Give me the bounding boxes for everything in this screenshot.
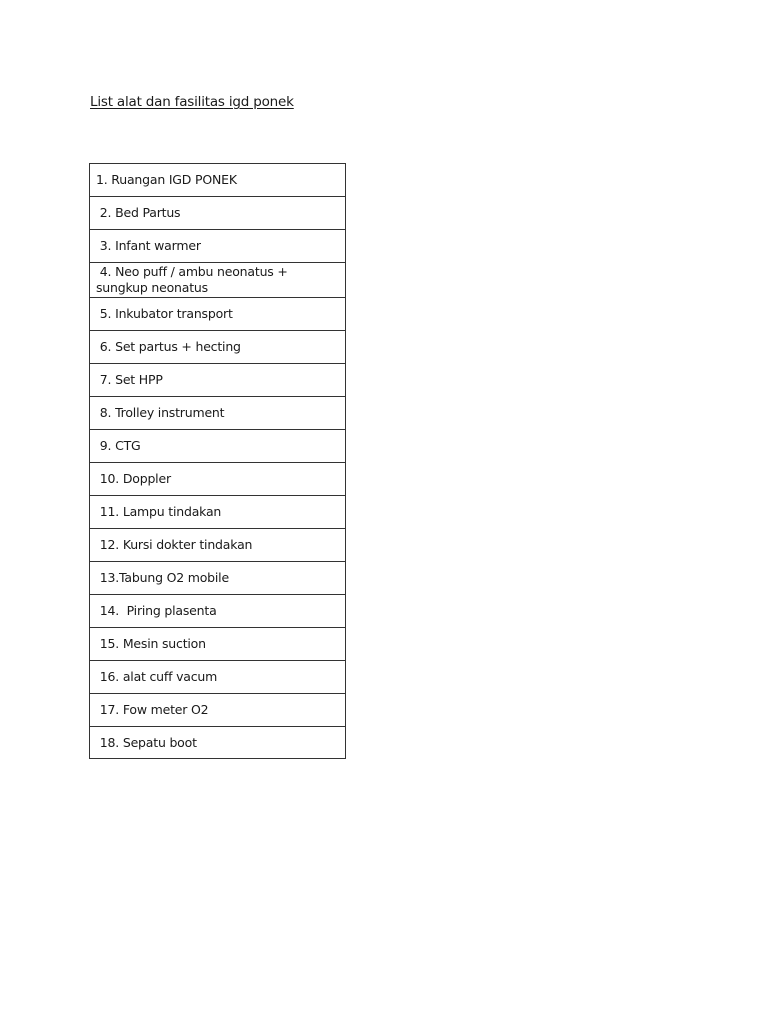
list-item: 1. Ruangan IGD PONEK: [90, 164, 346, 197]
list-item: 11. Lampu tindakan: [90, 496, 346, 529]
list-item: 16. alat cuff vacum: [90, 661, 346, 694]
list-item: 14. Piring plasenta: [90, 595, 346, 628]
list-item: 18. Sepatu boot: [90, 727, 346, 759]
table-row: [90, 463, 346, 496]
list-item: 17. Fow meter O2: [90, 694, 346, 727]
table-row: [90, 595, 346, 628]
list-item: 3. Infant warmer: [90, 230, 346, 263]
table-row: [90, 263, 346, 298]
list-item: 2. Bed Partus: [90, 197, 346, 230]
table-row: [90, 164, 346, 197]
table-row: [90, 230, 346, 263]
equipment-list-table: [89, 163, 346, 759]
list-item: 7. Set HPP: [90, 364, 346, 397]
table-row: [90, 496, 346, 529]
list-item: 9. CTG: [90, 430, 346, 463]
table-row: [90, 331, 346, 364]
list-item: 6. Set partus + hecting: [90, 331, 346, 364]
table-row: [90, 298, 346, 331]
table-row: [90, 364, 346, 397]
list-item: 8. Trolley instrument: [90, 397, 346, 430]
list-item: 10. Doppler: [90, 463, 346, 496]
document-title: List alat dan fasilitas igd ponek: [90, 94, 294, 110]
table-row: [90, 661, 346, 694]
table-row: [90, 727, 346, 759]
list-item: 13.Tabung O2 mobile: [90, 562, 346, 595]
list-item: 4. Neo puff / ambu neonatus + sungkup neonatus: [90, 263, 346, 298]
table-row: [90, 197, 346, 230]
list-item: 12. Kursi dokter tindakan: [90, 529, 346, 562]
table-row: [90, 562, 346, 595]
list-item: 15. Mesin suction: [90, 628, 346, 661]
table-row: [90, 430, 346, 463]
list-item: 5. Inkubator transport: [90, 298, 346, 331]
table-row: [90, 694, 346, 727]
table-row: [90, 628, 346, 661]
table-row: [90, 529, 346, 562]
table-row: [90, 397, 346, 430]
